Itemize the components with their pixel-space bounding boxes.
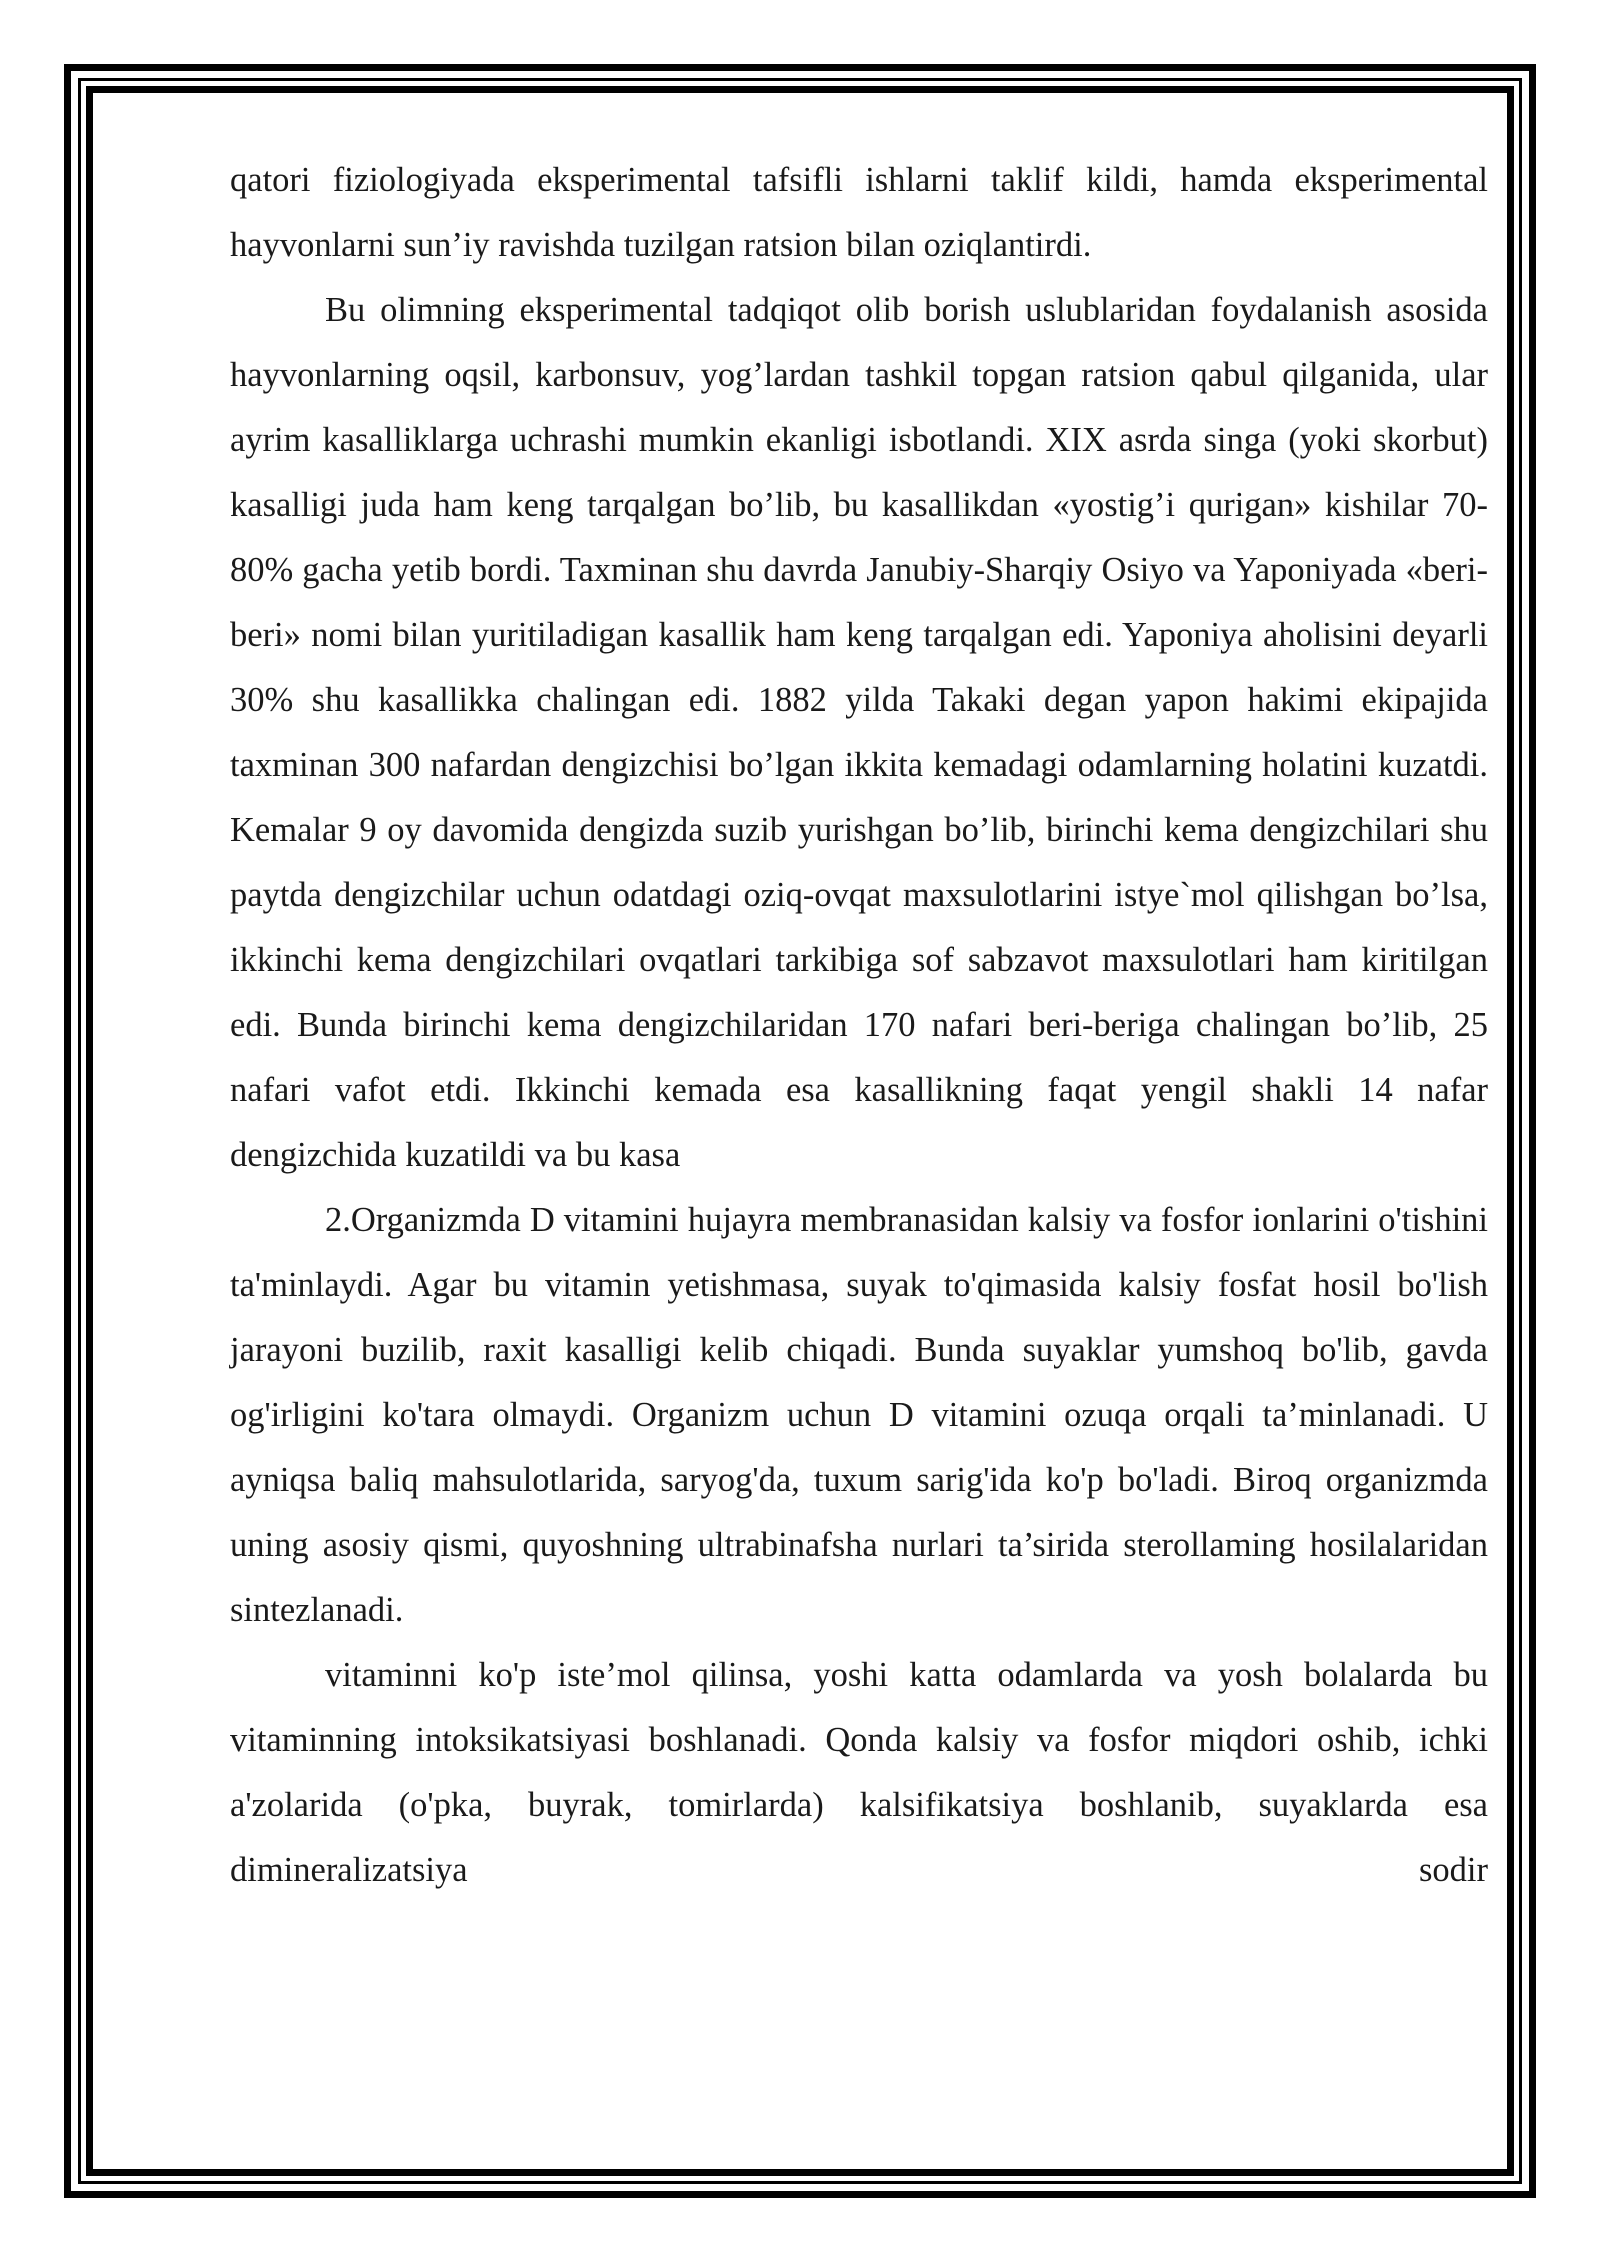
paragraph-2: Bu olimning eksperimental tadqiqot olib borish uslublaridan foydalanish asosida hayvonlarning oqsil, karbonsuv, yog’lardan tashkil topgan ratsion qabul qilganida, ular ayrim kasalliklarga uchrashi mumkin ekanligi isbotlandi. XIX asrda singa (yoki skorbut) kasalligi juda ham keng tarqalgan bo’lib, bu kasallikdan «yostig’i qurigan» kishilar 70-80% gacha yetib bordi. Taxminan shu davrda Janubiy-Sharqiy Osiyo va Yaponiyada «beri-beri» nomi bilan yuritiladigan kasallik ham keng tarqalgan edi. Yaponiya aholisini deyarli 30% shu kasallikka chalingan edi. 1882 yilda Takaki degan yapon hakimi ekipajida taxminan 300 nafardan dengizchisi bo’lgan ikkita kemadagi odamlarning holatini kuzatdi. Kemalar 9 oy davomida dengizda suzib yurishgan bo’lib, birinchi kema dengizchilari shu paytda dengizchilar uchun odatdagi oziq-ovqat maxsulotlarini istye`mol qilishgan bo’lsa, ikkinchi kema dengizchilari ovqatlari tarkibiga sof sabzavot maxsulotlari ham kiritilgan edi. Bunda birinchi kema dengizchilaridan 170 nafari beri-beriga chalingan bo’lib, 25 nafari vafot etdi. Ikkinchi kemada esa kasallikning faqat yengil shakli 14 nafar dengizchida kuzatildi va bu kasa <box>230 291 1488 1174</box>
paragraph-3: 2.Organizmda D vitamini hujayra membranasidan kalsiy va fosfor ionlarini o'tishini ta'minlaydi. Agar bu vitamin yetishmasa, suyak to'qimasida kalsiy fosfat hosil bo'lish jarayoni buzilib, raxit kasalligi kelib chiqadi. Bunda suyaklar yumshoq bo'lib, gavda og'irligini ko'tara olmaydi. Organizm uchun D vitamini ozuqa orqali ta’minlanadi. U ayniqsa baliq mahsulotlarida, saryog'da, tuxum sarig'ida ko'p bo'ladi. Biroq organizmda uning asosiy qismi, quyoshning ultrabinafsha nurlari ta’sirida sterollaming hosilalaridan sintezlanadi. <box>230 1201 1488 1629</box>
paragraph-4: vitaminni ko'p iste’mol qilinsa, yoshi katta odamlarda va yosh bolalarda bu vitaminning intoksikatsiyasi boshlanadi. Qonda kalsiy va fosfor miqdori oshib, ichki a'zolarida (o'pka, buyrak, tomirlarda) kalsifikatsiya boshlanib, suyaklarda esa dimineralizatsiya sodir <box>230 1656 1488 1889</box>
paragraph-1: qatori fiziologiyada eksperimental tafsifli ishlarni taklif kildi, hamda eksperimental hayvonlarni sun’iy ravishda tuzilgan ratsion bilan oziqlantirdi. <box>230 161 1488 264</box>
document-body <box>230 148 1488 1903</box>
